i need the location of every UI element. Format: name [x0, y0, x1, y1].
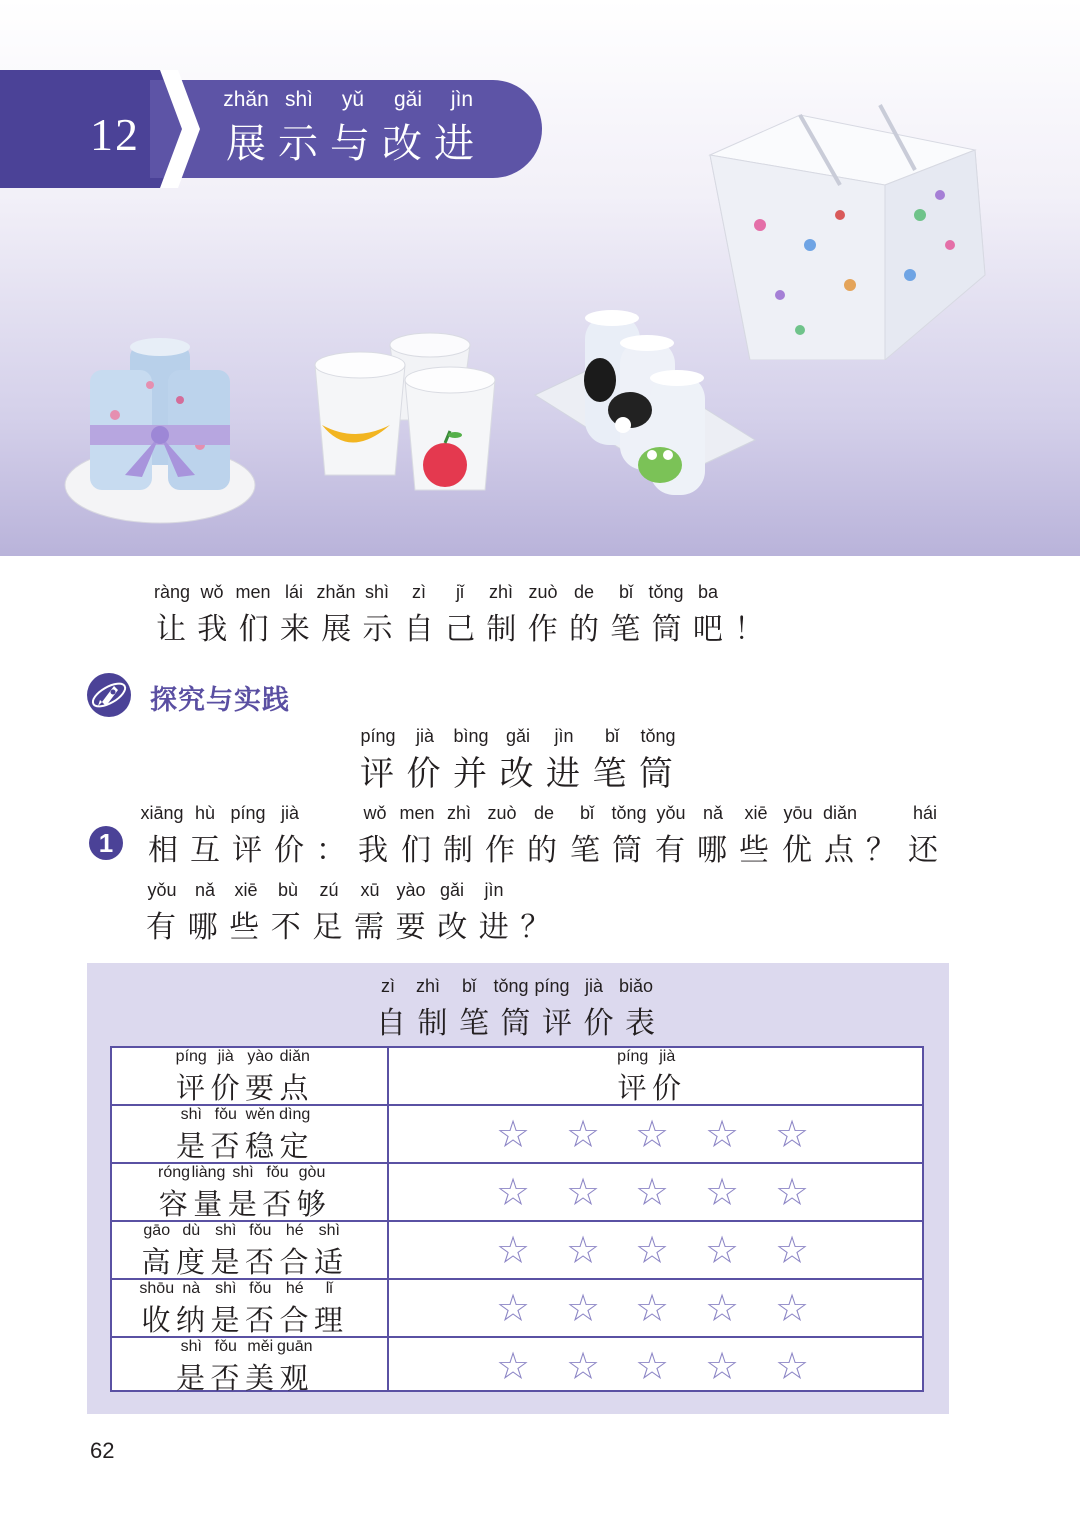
question-char: 不: [270, 910, 301, 945]
table-cell-char: 否: [262, 1187, 292, 1221]
table-title-char: 价: [583, 1006, 614, 1041]
intro-pinyin-syllable: zhì: [488, 582, 514, 602]
hero-photo-area: [0, 0, 1080, 556]
intro-char: 我: [197, 612, 228, 647]
table-cell-char: 是: [227, 1187, 257, 1221]
question-char: 制: [443, 833, 473, 868]
table-cell-pinyin-syllable: jià: [217, 1048, 234, 1065]
question-pinyin-syllable: yōu: [783, 803, 813, 823]
table-cell-char: 评: [617, 1071, 647, 1105]
rating-star-icon[interactable]: ☆: [774, 1170, 810, 1214]
intro-char: 己: [445, 612, 476, 647]
question-char: ？: [520, 910, 551, 945]
intro-pinyin-syllable: wǒ: [200, 582, 224, 602]
rating-star-icon[interactable]: ☆: [774, 1228, 810, 1272]
question-pinyin-syllable: diǎn: [822, 803, 858, 823]
question-char: 哪: [697, 833, 727, 868]
intro-pinyin-syllable: zhǎn: [316, 582, 356, 602]
table-title-char: 自: [376, 1006, 406, 1041]
activity-pinyin-syllable: píng: [360, 726, 396, 746]
activity-char: 价: [406, 754, 441, 794]
section-title: 探究与实践: [150, 685, 290, 716]
table-cell-pinyin-syllable: róng: [157, 1164, 191, 1181]
table-cell-pinyin-syllable: dìng: [279, 1106, 311, 1123]
question-pinyin-syllable: de: [533, 803, 555, 823]
rating-star-icon[interactable]: ☆: [774, 1286, 810, 1330]
rating-star-icon[interactable]: ☆: [495, 1344, 531, 1388]
fruit-cups-pen-holder-image: [310, 325, 510, 500]
box-pen-holder-image: [700, 85, 990, 360]
rating-star-icon[interactable]: ☆: [565, 1170, 601, 1214]
question-pinyin-syllable: nǎ: [194, 880, 216, 900]
question-char: 有: [146, 910, 176, 945]
table-cell-pinyin-syllable: shì: [318, 1222, 340, 1239]
title-pinyin-syllable: gǎi: [393, 88, 423, 111]
table-cell-pinyin-syllable: hé: [285, 1222, 304, 1239]
table-cell-char: 是: [210, 1245, 240, 1279]
table-title-char: 表: [625, 1006, 655, 1041]
table-cell-char: 定: [279, 1129, 309, 1163]
question-pinyin-syllable: bù: [277, 880, 299, 900]
activity-pinyin-syllable: jià: [415, 726, 435, 746]
title-char: 与: [330, 121, 370, 167]
question-pinyin-syllable: xū: [360, 880, 380, 900]
title-char: 进: [434, 121, 474, 167]
title-pinyin-syllable: shì: [284, 88, 314, 111]
question-char: 价: [274, 833, 304, 868]
rating-star-icon[interactable]: ☆: [495, 1112, 531, 1156]
question-pinyin-syllable: xiāng: [140, 803, 184, 823]
intro-char: 吧: [692, 612, 723, 647]
question-char: 需: [354, 910, 384, 945]
intro-pinyin-syllable: tǒng: [648, 582, 684, 602]
table-cell-pinyin-syllable: shōu: [139, 1280, 175, 1297]
intro-pinyin-syllable: ràng: [153, 582, 191, 602]
table-title-char: 筒: [500, 1006, 531, 1041]
table-cell-pinyin-syllable: gòu: [298, 1164, 326, 1181]
title-pinyin-syllable: jìn: [450, 88, 474, 111]
question-char: 要: [395, 910, 426, 945]
rating-star-icon[interactable]: ☆: [634, 1228, 670, 1272]
question-char: ？: [866, 833, 896, 868]
table-title-pinyin-syllable: jià: [584, 976, 604, 996]
table-title-char: 笔: [459, 1006, 489, 1041]
table-cell-pinyin-syllable: shì: [180, 1106, 202, 1123]
question-char: 有: [655, 833, 685, 868]
banner-chevron-icon: [160, 70, 210, 188]
rating-star-icon[interactable]: ☆: [495, 1170, 531, 1214]
table-cell-pinyin-syllable: fǒu: [266, 1164, 289, 1181]
table-title-pinyin-syllable: zhì: [415, 976, 441, 996]
question-number-badge: 1: [89, 826, 123, 860]
table-title-pinyin-syllable: bǐ: [461, 976, 477, 996]
table-cell-char: 合: [279, 1303, 309, 1337]
table-cell-char: 价: [210, 1071, 240, 1105]
rating-star-icon[interactable]: ☆: [774, 1344, 810, 1388]
title-pinyin-syllable: zhǎn: [223, 88, 269, 111]
question-char: 点: [824, 833, 854, 868]
question-char: ：: [316, 833, 346, 868]
rating-star-icon[interactable]: ☆: [704, 1112, 740, 1156]
table-cell-pinyin-syllable: dù: [182, 1222, 201, 1239]
lesson-number: 12: [90, 109, 140, 160]
activity-char: 并: [453, 754, 487, 794]
intro-char: 示: [362, 612, 393, 647]
question-char: 哪: [187, 910, 218, 945]
table-cell-char: 美: [245, 1361, 275, 1395]
rating-star-icon[interactable]: ☆: [495, 1286, 531, 1330]
rocket-icon: [86, 672, 132, 718]
table-cell-char: 够: [296, 1187, 326, 1221]
rating-star-icon[interactable]: ☆: [634, 1170, 670, 1214]
intro-pinyin-syllable: lái: [284, 582, 304, 602]
rating-star-icon[interactable]: ☆: [704, 1286, 740, 1330]
rating-star-icon[interactable]: ☆: [495, 1228, 531, 1272]
question-char: 优: [782, 833, 812, 868]
table-cell-char: 度: [176, 1245, 206, 1279]
question-pinyin-syllable: tǒng: [611, 803, 647, 823]
activity-char: 笔: [592, 754, 627, 794]
table-cell-pinyin-syllable: fǒu: [249, 1222, 272, 1239]
table-cell-pinyin-syllable: shì: [180, 1338, 202, 1355]
question-pinyin-syllable: hái: [912, 803, 938, 823]
intro-pinyin-syllable: bǐ: [618, 582, 634, 602]
table-title-pinyin-syllable: biǎo: [618, 976, 654, 996]
question-pinyin-syllable: jìn: [484, 880, 504, 900]
table-cell-pinyin-syllable: nà: [182, 1280, 201, 1297]
question-char: 改: [437, 910, 468, 945]
intro-pinyin-syllable: jǐ: [456, 582, 464, 602]
table-cell-char: 适: [314, 1245, 344, 1279]
rating-star-icon[interactable]: ☆: [774, 1112, 810, 1156]
rating-star-icon[interactable]: ☆: [704, 1170, 740, 1214]
question-char: 评: [232, 833, 262, 868]
table-cell-char: 容: [158, 1187, 188, 1221]
question-char: 还: [908, 833, 938, 868]
title-char: 改: [382, 121, 422, 167]
table-cell-char: 稳: [245, 1129, 275, 1163]
rating-star-icon[interactable]: ☆: [565, 1112, 601, 1156]
table-cell-char: 量: [193, 1187, 223, 1221]
question-char: 筒: [612, 833, 642, 868]
question-pinyin-syllable: yào: [396, 880, 426, 900]
intro-char: 作: [527, 612, 558, 647]
table-cell-pinyin-syllable: shì: [232, 1164, 254, 1181]
table-cell-char: 价: [652, 1071, 682, 1105]
intro-char: 筒: [651, 612, 682, 647]
intro-pinyin-syllable: shì: [364, 582, 390, 602]
activity-pinyin-syllable: gǎi: [505, 726, 531, 746]
table-cell-pinyin-syllable: fǒu: [249, 1280, 272, 1297]
table-cell-char: 要: [245, 1071, 275, 1105]
question-char: 们: [401, 833, 431, 868]
rating-star-icon[interactable]: ☆: [704, 1228, 740, 1272]
activity-pinyin-syllable: tǒng: [640, 726, 676, 746]
question-pinyin-syllable: zuò: [487, 803, 517, 823]
table-cell-pinyin-syllable: měi: [247, 1338, 274, 1355]
question-char: 的: [527, 833, 557, 868]
table-cell-char: 否: [210, 1361, 240, 1395]
question-pinyin-syllable: píng: [230, 803, 266, 823]
table-title-char: 制: [417, 1006, 448, 1041]
intro-pinyin-syllable: men: [235, 582, 271, 602]
question-pinyin-syllable: xiē: [234, 880, 258, 900]
question-char: 相: [148, 833, 178, 868]
table-cell-char: 是: [210, 1303, 240, 1337]
question-char: 作: [485, 833, 515, 868]
table-cell-char: 理: [314, 1303, 344, 1337]
table-cell-pinyin-syllable: fǒu: [214, 1106, 237, 1123]
question-pinyin-syllable: hù: [194, 803, 216, 823]
ribbon-pen-holder-image: [60, 325, 260, 525]
question-pinyin-syllable: yǒu: [147, 880, 177, 900]
intro-char: ！: [734, 612, 765, 647]
table-cell-char: 否: [245, 1245, 275, 1279]
table-cell-char: 评: [176, 1071, 206, 1105]
table-cell-char: 高: [141, 1245, 171, 1279]
table-cell-char: 纳: [176, 1303, 206, 1337]
question-char: 些: [739, 833, 769, 868]
intro-char: 笔: [610, 612, 641, 647]
question-pinyin-syllable: yǒu: [656, 803, 686, 823]
table-title-pinyin-syllable: píng: [534, 976, 570, 996]
activity-char: 改: [499, 754, 534, 794]
intro-pinyin-syllable: ba: [697, 582, 719, 602]
intro-char: 们: [238, 612, 269, 647]
rating-star-icon[interactable]: ☆: [634, 1286, 670, 1330]
table-cell-char: 是: [176, 1129, 206, 1163]
table-column-divider: [387, 1048, 389, 1390]
table-cell-char: 观: [279, 1361, 309, 1395]
table-cell-char: 否: [245, 1303, 275, 1337]
question-pinyin-syllable: men: [399, 803, 435, 823]
intro-pinyin-syllable: zuò: [528, 582, 558, 602]
activity-char: 进: [546, 754, 580, 794]
table-cell-char: 点: [279, 1071, 309, 1105]
table-cell-pinyin-syllable: wěn: [245, 1106, 275, 1123]
table-cell-pinyin-syllable: fǒu: [214, 1338, 237, 1355]
table-cell-pinyin-syllable: píng: [175, 1048, 207, 1065]
table-cell-pinyin-syllable: liàng: [191, 1164, 226, 1181]
activity-char: 筒: [639, 754, 673, 794]
table-cell-char: 合: [279, 1245, 309, 1279]
table-cell-pinyin-syllable: píng: [617, 1048, 649, 1065]
question-pinyin-syllable: bǐ: [579, 803, 595, 823]
table-cell-pinyin-syllable: jià: [659, 1048, 676, 1065]
question-pinyin-syllable: zhì: [446, 803, 472, 823]
table-title-char: 评: [542, 1006, 572, 1041]
intro-pinyin-syllable: de: [573, 582, 595, 602]
question-pinyin-syllable: xiē: [744, 803, 768, 823]
question-char: 些: [229, 910, 260, 945]
table-cell-char: 收: [141, 1303, 171, 1337]
table-cell-char: 否: [210, 1129, 240, 1163]
question-pinyin-syllable: wǒ: [363, 803, 387, 823]
title-pinyin-syllable: yǔ: [341, 88, 365, 111]
intro-char: 展: [321, 612, 352, 647]
question-pinyin-syllable: zú: [319, 880, 339, 900]
table-cell-pinyin-syllable: guān: [276, 1338, 313, 1355]
page-number: 62: [90, 1438, 115, 1463]
table-cell-pinyin-syllable: shì: [215, 1222, 237, 1239]
intro-char: 制: [486, 612, 517, 647]
intro-char: 让: [156, 612, 186, 647]
table-title-pinyin-syllable: zì: [380, 976, 396, 996]
rating-star-icon[interactable]: ☆: [704, 1344, 740, 1388]
table-cell-pinyin-syllable: gāo: [143, 1222, 171, 1239]
question-pinyin-syllable: nǎ: [702, 803, 724, 823]
activity-pinyin-syllable: bǐ: [604, 726, 620, 746]
intro-char: 的: [569, 612, 599, 647]
table-cell-pinyin-syllable: yào: [247, 1048, 274, 1065]
table-cell-pinyin-syllable: lǐ: [325, 1280, 333, 1297]
question-char: 互: [190, 833, 220, 868]
activity-char: 评: [360, 754, 394, 794]
rating-star-icon[interactable]: ☆: [565, 1286, 601, 1330]
intro-char: 自: [403, 612, 434, 647]
activity-pinyin-syllable: bìng: [453, 726, 489, 746]
table-title-pinyin-syllable: tǒng: [493, 976, 529, 996]
rating-star-icon[interactable]: ☆: [565, 1228, 601, 1272]
rating-star-icon[interactable]: ☆: [565, 1344, 601, 1388]
question-char: 足: [312, 910, 343, 945]
question-pinyin-syllable: gǎi: [439, 880, 465, 900]
activity-pinyin-syllable: jìn: [554, 726, 574, 746]
rating-star-icon[interactable]: ☆: [634, 1344, 670, 1388]
table-cell-pinyin-syllable: shì: [215, 1280, 237, 1297]
title-char: 展: [226, 121, 266, 167]
title-char: 示: [278, 121, 318, 167]
question-pinyin-syllable: jià: [280, 803, 300, 823]
table-cell-pinyin-syllable: hé: [285, 1280, 304, 1297]
intro-char: 来: [279, 612, 310, 647]
question-char: 笔: [570, 833, 600, 868]
question-char: 我: [358, 833, 388, 868]
table-cell-pinyin-syllable: diǎn: [279, 1048, 310, 1065]
table-cell-char: 是: [176, 1361, 206, 1395]
question-char: 进: [478, 910, 509, 945]
intro-pinyin-syllable: zì: [411, 582, 427, 602]
rating-star-icon[interactable]: ☆: [634, 1112, 670, 1156]
